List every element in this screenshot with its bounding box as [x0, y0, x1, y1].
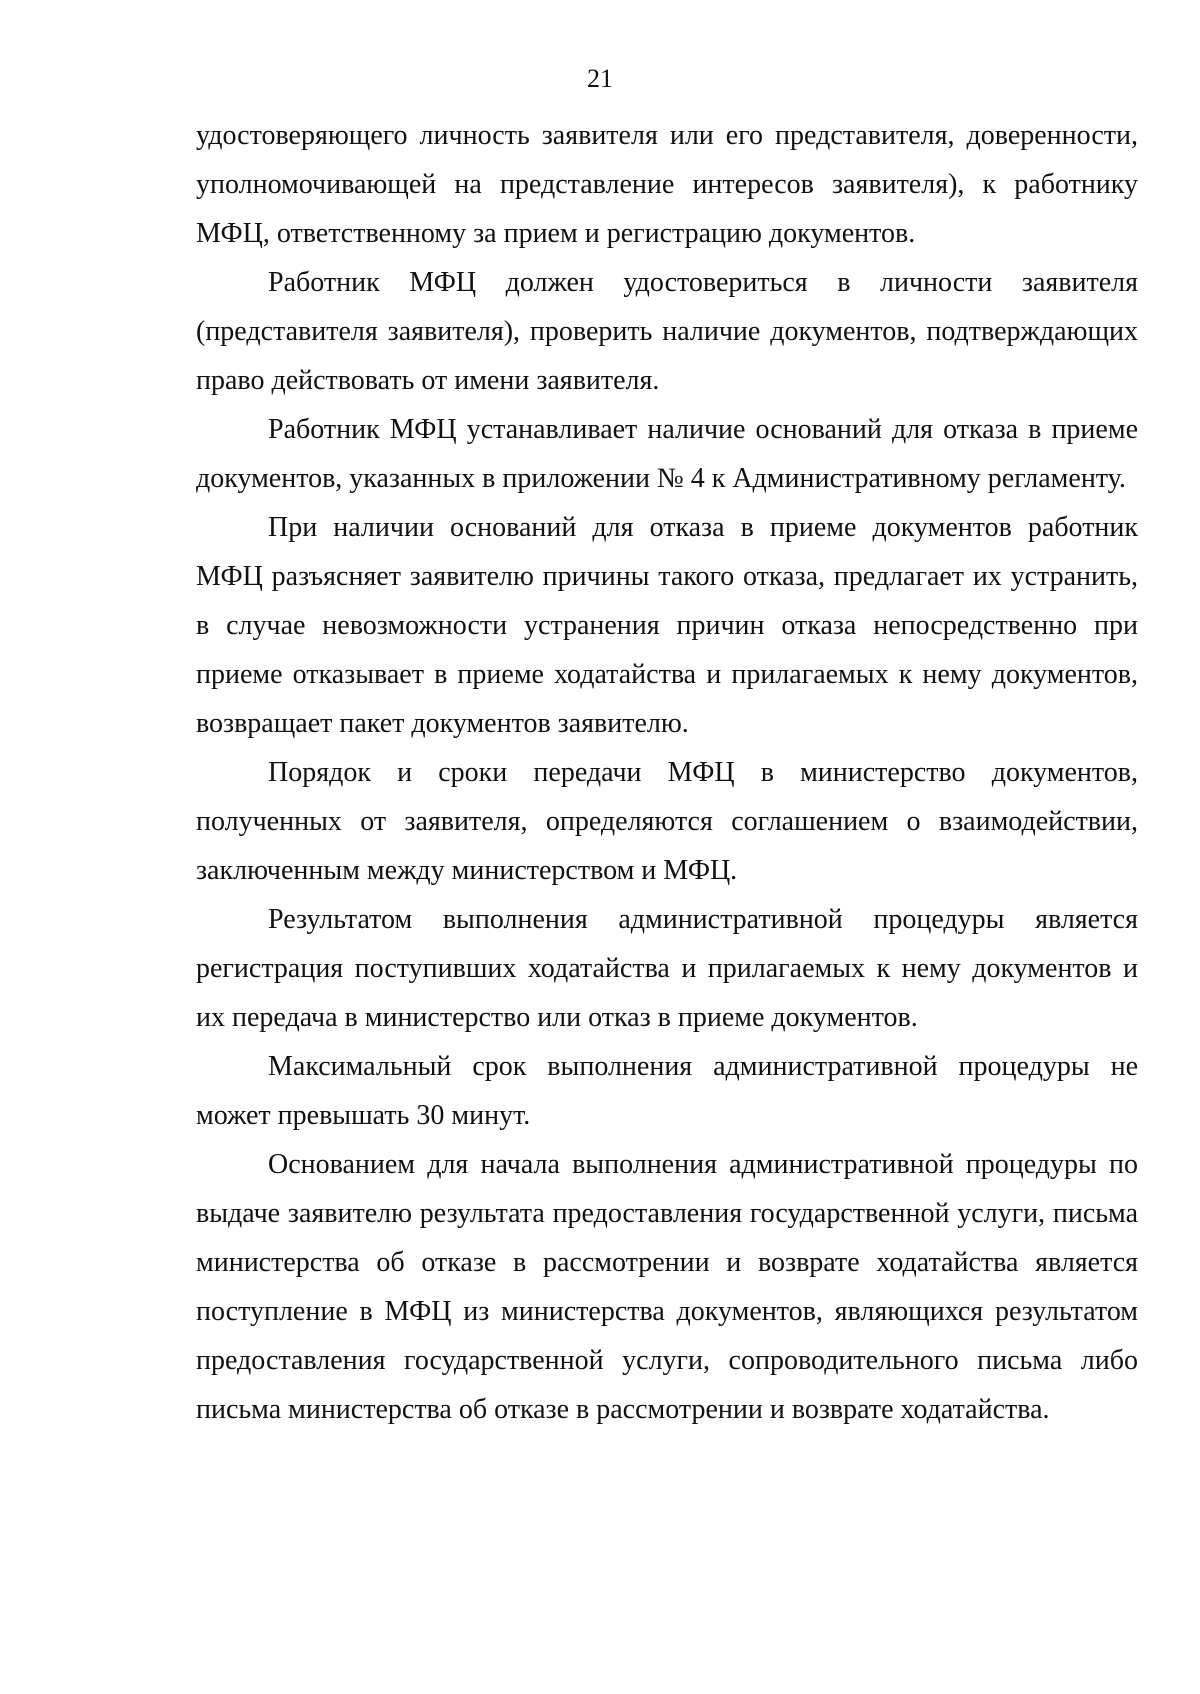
- paragraph: Работник МФЦ устанавливает наличие оснований для отказа в приеме документов, указанных в приложении № 4 к Административному регламенту.: [196, 414, 1138, 494]
- paragraph: Порядок и сроки передачи МФЦ в министерство документов, полученных от заявителя, определяются соглашением о взаимодействии, заключенным между министерством и МФЦ.: [196, 757, 1138, 886]
- paragraph: При наличии оснований для отказа в приеме документов работник МФЦ разъясняет заявителю причины такого отказа, предлагает их устранить, в случае невозможности устранения причин отказа непосредственно при приеме отказывает в приеме ходатайства и прилагаемых к нему документов, возвращает пакет документов заявителю.: [196, 512, 1138, 739]
- paragraph: Максимальный срок выполнения административной процедуры не может превышать 30 минут.: [196, 1051, 1138, 1131]
- page-number: 21: [587, 64, 613, 93]
- paragraph-continuation: удостоверяющего личность заявителя или его представителя, доверенности, уполномочивающей на представление интересов заявителя), к работнику МФЦ, ответственному за прием и регистрацию документов.: [196, 120, 1138, 249]
- paragraph: Работник МФЦ должен удостовериться в личности заявителя (представителя заявителя), проверить наличие документов, подтверждающих право действовать от имени заявителя.: [196, 267, 1138, 396]
- paragraph: Основанием для начала выполнения административной процедуры по выдаче заявителю результата предоставления государственной услуги, письма министерства об отказе в рассмотрении и возврате ходатайства является поступление в МФЦ из министерства документов, являющихся результатом предоставления государственной услуги, сопроводительного письма либо письма министерства об отказе в рассмотрении и возврате ходатайства.: [196, 1149, 1138, 1425]
- document-body: [196, 111, 1138, 1434]
- paragraph: Результатом выполнения административной процедуры является регистрация поступивших ходатайства и прилагаемых к нему документов и их передача в министерство или отказ в приеме документов.: [196, 904, 1138, 1033]
